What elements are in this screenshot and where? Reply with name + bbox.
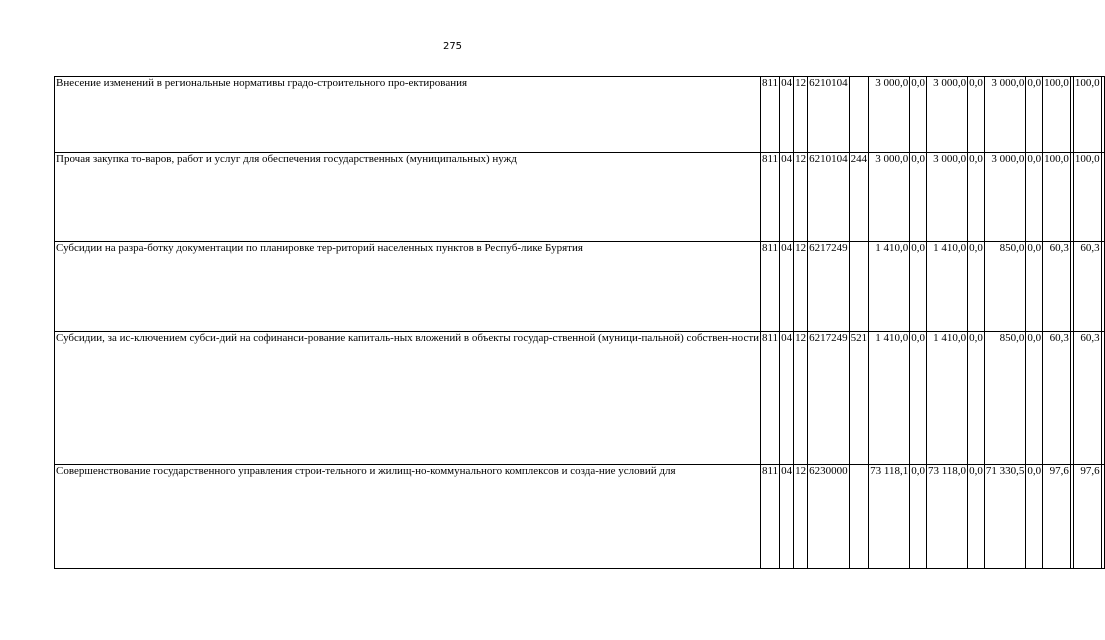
percent-2: 100,0 [1073, 77, 1101, 153]
value-4: 0,0 [968, 153, 985, 242]
rz-code: 04 [780, 153, 794, 242]
ved-code: 811 [761, 242, 780, 332]
row-description: Субсидии на разра-ботку документации по планировке тер-риторий населенных пунктов в Респуб-лике Бурятия [55, 242, 761, 332]
table-row [55, 242, 1105, 332]
value-2: 0,0 [910, 332, 927, 465]
ved-code: 811 [761, 153, 780, 242]
vr-code [849, 77, 869, 153]
value-1: 3 000,0 [869, 77, 910, 153]
value-4: 0,0 [968, 242, 985, 332]
table-row [55, 332, 1105, 465]
rz-code: 04 [780, 77, 794, 153]
value-2: 0,0 [910, 465, 927, 569]
rz-code: 04 [780, 465, 794, 569]
value-10 [1101, 465, 1104, 569]
csr-code: 6210104 [808, 77, 850, 153]
rz-code: 04 [780, 332, 794, 465]
value-5: 3 000,0 [984, 153, 1026, 242]
vr-code [849, 242, 869, 332]
table-row [55, 465, 1105, 569]
value-3: 3 000,0 [926, 77, 967, 153]
row-description: Совершенствование государственного управления строи-тельного и жилищ-но-коммунального комплексов и созда-ние условий для [55, 465, 761, 569]
value-5: 850,0 [984, 242, 1026, 332]
value-2: 0,0 [910, 77, 927, 153]
value-5: 3 000,0 [984, 77, 1026, 153]
percent-2: 100,0 [1073, 153, 1101, 242]
value-5: 71 330,5 [984, 465, 1026, 569]
row-description: Прочая закупка то-варов, работ и услуг для обеспечения государственных (муниципальных) нужд [55, 153, 761, 242]
ved-code: 811 [761, 465, 780, 569]
percent-1: 100,0 [1043, 77, 1071, 153]
csr-code: 6217249 [808, 332, 850, 465]
table-row [55, 77, 1105, 153]
value-3: 3 000,0 [926, 153, 967, 242]
table-row [55, 153, 1105, 242]
value-6: 0,0 [1026, 242, 1043, 332]
value-10 [1101, 242, 1104, 332]
percent-1: 60,3 [1043, 332, 1071, 465]
value-3: 1 410,0 [926, 332, 967, 465]
value-1: 73 118,1 [869, 465, 910, 569]
value-4: 0,0 [968, 77, 985, 153]
row-description: Субсидии, за ис-ключением субси-дий на софинанси-рование капиталь-ных вложений в объекты государ-ственной (муници-пальной) собствен-ности [55, 332, 761, 465]
pr-code: 12 [794, 332, 808, 465]
vr-code: 521 [849, 332, 869, 465]
value-10 [1101, 153, 1104, 242]
percent-1: 97,6 [1043, 465, 1071, 569]
vr-code [849, 465, 869, 569]
percent-2: 60,3 [1073, 242, 1101, 332]
page-number: 275 [442, 41, 463, 52]
value-5: 850,0 [984, 332, 1026, 465]
value-6: 0,0 [1026, 77, 1043, 153]
csr-code: 6230000 [808, 465, 850, 569]
percent-2: 60,3 [1073, 332, 1101, 465]
value-4: 0,0 [968, 332, 985, 465]
percent-1: 60,3 [1043, 242, 1071, 332]
value-3: 73 118,0 [926, 465, 967, 569]
rz-code: 04 [780, 242, 794, 332]
vr-code: 244 [849, 153, 869, 242]
ved-code: 811 [761, 332, 780, 465]
value-1: 3 000,0 [869, 153, 910, 242]
pr-code: 12 [794, 153, 808, 242]
value-6: 0,0 [1026, 153, 1043, 242]
row-description: Внесение изменений в региональные нормативы градо-строительного про-ектирования [55, 77, 761, 153]
value-6: 0,0 [1026, 465, 1043, 569]
csr-code: 6217249 [808, 242, 850, 332]
value-10 [1101, 77, 1104, 153]
pr-code: 12 [794, 77, 808, 153]
budget-table [54, 76, 1105, 569]
ved-code: 811 [761, 77, 780, 153]
pr-code: 12 [794, 465, 808, 569]
value-2: 0,0 [910, 242, 927, 332]
value-2: 0,0 [910, 153, 927, 242]
value-6: 0,0 [1026, 332, 1043, 465]
value-1: 1 410,0 [869, 332, 910, 465]
pr-code: 12 [794, 242, 808, 332]
value-3: 1 410,0 [926, 242, 967, 332]
value-10 [1101, 332, 1104, 465]
csr-code: 6210104 [808, 153, 850, 242]
value-4: 0,0 [968, 465, 985, 569]
percent-1: 100,0 [1043, 153, 1071, 242]
percent-2: 97,6 [1073, 465, 1101, 569]
value-1: 1 410,0 [869, 242, 910, 332]
